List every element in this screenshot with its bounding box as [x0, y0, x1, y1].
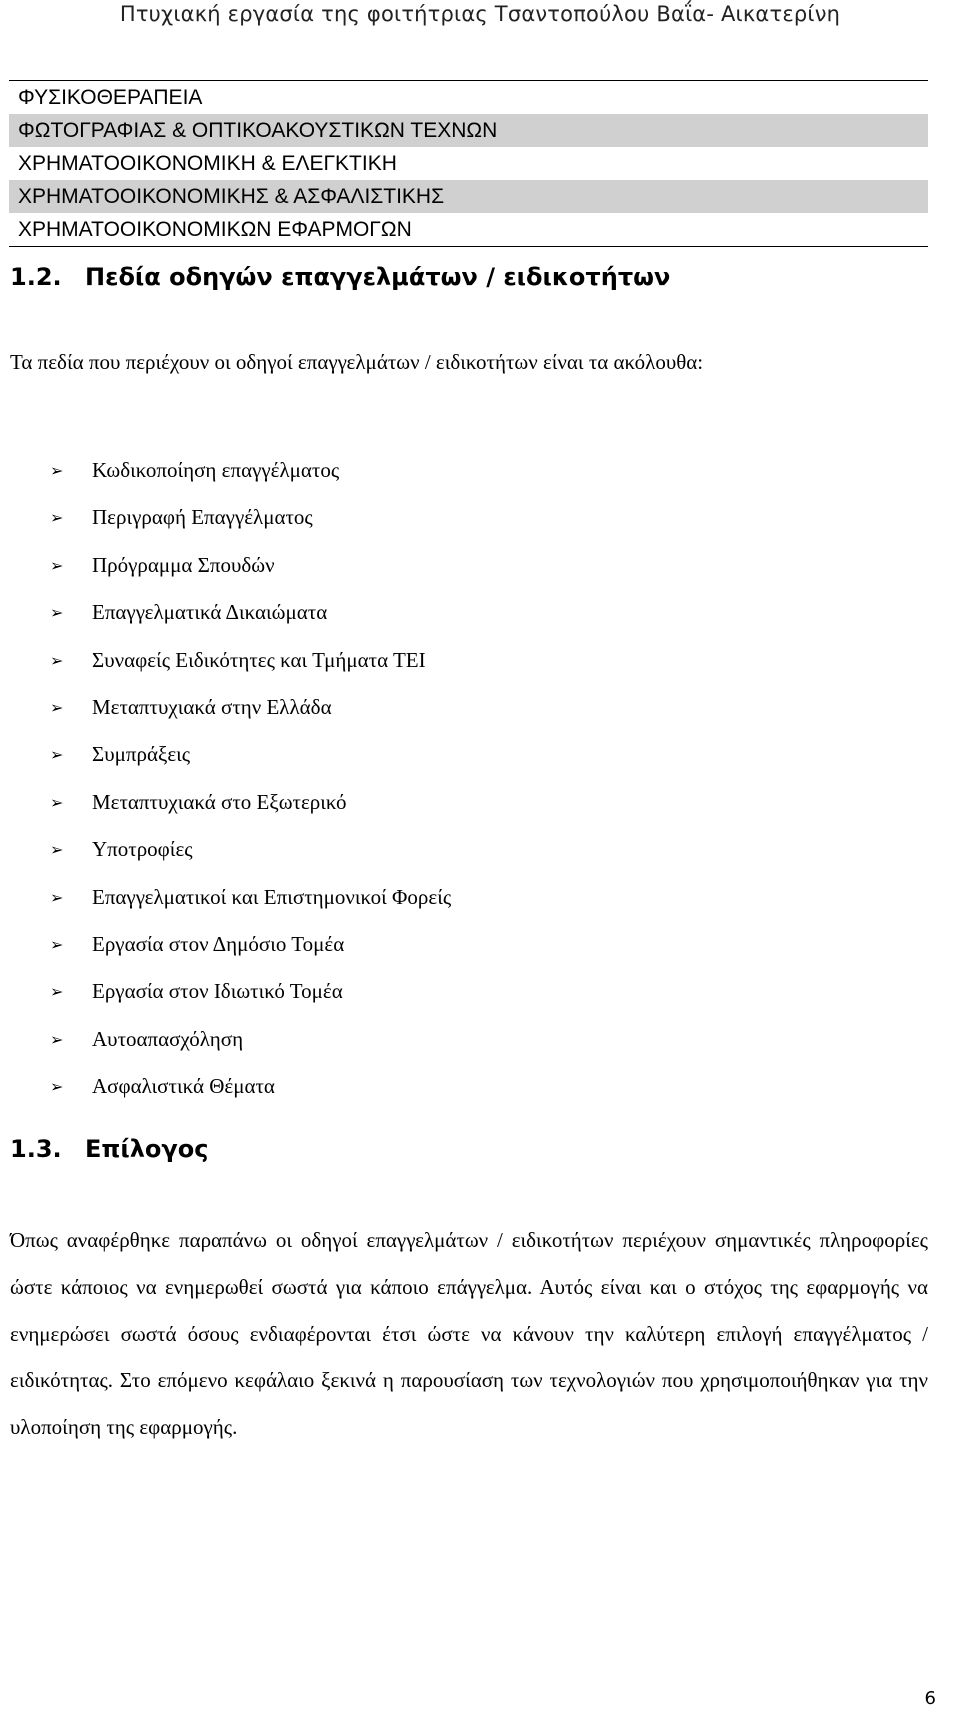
department-row: ΧΡΗΜΑΤΟΟΙΚΟΝΟΜΙΚΗΣ & ΑΣΦΑΛΙΣΤΙΚΗΣ — [9, 180, 928, 213]
list-item — [50, 589, 451, 636]
arrowhead-bullet-icon: ➢ — [50, 982, 64, 1002]
department-row: ΦΩΤΟΓΡΑΦΙΑΣ & ΟΠΤΙΚΟΑΚΟΥΣΤΙΚΩΝ ΤΕΧΝΩΝ — [9, 114, 928, 147]
arrowhead-bullet-icon: ➢ — [50, 508, 64, 528]
section-title: Πεδία οδηγών επαγγελμάτων / ειδικοτήτων — [85, 263, 671, 291]
list-item-label: Μεταπτυχιακά στο Εξωτερικό — [92, 789, 347, 814]
list-item — [50, 779, 451, 826]
page-header: Πτυχιακή εργασία της φοιτήτριας Τσαντοπούλου Βαΐα- Αικατερίνη — [119, 2, 841, 26]
arrowhead-bullet-icon: ➢ — [50, 887, 64, 907]
list-item — [50, 1063, 451, 1110]
list-item — [50, 1016, 451, 1063]
department-row: ΦΥΣΙΚΟΘΕΡΑΠΕΙΑ — [18, 86, 203, 109]
list-item-label: Εργασία στον Δημόσιο Τομέα — [92, 931, 345, 956]
arrowhead-bullet-icon: ➢ — [50, 555, 64, 575]
section-number: 1.3. — [10, 1135, 62, 1163]
arrowhead-bullet-icon: ➢ — [50, 461, 64, 480]
list-item-label: Συμπράξεις — [92, 742, 191, 767]
arrowhead-bullet-icon: ➢ — [50, 792, 64, 812]
list-item-label: Μεταπτυχιακά στην Ελλάδα — [92, 694, 332, 719]
arrowhead-bullet-icon: ➢ — [50, 1077, 64, 1097]
list-item — [50, 921, 451, 968]
list-item-label: Επαγγελματικά Δικαιώματα — [92, 600, 328, 625]
arrowhead-bullet-icon: ➢ — [50, 745, 64, 765]
list-item — [50, 826, 451, 873]
list-item — [50, 968, 451, 1015]
closing-paragraph: Όπως αναφέρθηκε παραπάνω οι οδηγοί επαγγελμάτων / ειδικοτήτων περιέχουν σημαντικές πληροφορίες ώστε κάποιος να ενημερωθεί σωστά για κάποιο επάγγελμα. Αυτός είναι και ο στόχος της εφαρμογής να ενημερώσει σωστά όσους ενδιαφέρονται έτσι ώστε να κάνουν την καλύτερη επιλογή επαγγέλματος / ειδικότητας. Στο επόμενο κεφάλαιο ξεκινά η παρουσίαση των τεχνολογιών που χρησιμοποιήθηκαν για την υλοποίηση της εφαρμογής. — [10, 1228, 928, 1440]
list-item-label: Επαγγελματικοί και Επιστημονικοί Φορείς — [92, 884, 452, 909]
page-number: 6 — [924, 1688, 936, 1709]
arrowhead-bullet-icon: ➢ — [50, 697, 64, 717]
list-item — [50, 731, 451, 778]
arrowhead-bullet-icon: ➢ — [50, 603, 64, 623]
list-item-label: Πρόγραμμα Σπουδών — [92, 552, 275, 577]
arrowhead-bullet-icon: ➢ — [50, 840, 64, 860]
intro-text: Τα πεδία που περιέχουν οι οδηγοί επαγγελμάτων / ειδικοτήτων είναι τα ακόλουθα: — [10, 350, 704, 374]
list-item-label: Κωδικοποίηση επαγγέλματος — [92, 458, 340, 482]
section-title: Επίλογος — [85, 1135, 209, 1163]
fields-list — [50, 447, 451, 1110]
section-heading-1-2 — [10, 263, 670, 291]
list-item — [50, 494, 451, 541]
list-item-label: Συναφείς Ειδικότητες και Τμήματα ΤΕΙ — [92, 647, 426, 672]
arrowhead-bullet-icon: ➢ — [50, 934, 64, 954]
department-row: ΧΡΗΜΑΤΟΟΙΚΟΝΟΜΙΚΗ & ΕΛΕΓΚΤΙΚΗ — [18, 152, 397, 175]
section-number: 1.2. — [10, 263, 62, 291]
list-item-label: Αυτοαπασχόληση — [92, 1026, 244, 1051]
list-item — [50, 637, 451, 684]
list-item-label: Υποτροφίες — [92, 837, 193, 862]
arrowhead-bullet-icon: ➢ — [50, 1029, 64, 1049]
list-item — [50, 684, 451, 731]
department-row: ΧΡΗΜΑΤΟΟΙΚΟΝΟΜΙΚΩΝ ΕΦΑΡΜΟΓΩΝ — [18, 218, 412, 241]
list-item-label: Περιγραφή Επαγγέλματος — [92, 505, 313, 530]
list-item — [50, 874, 451, 921]
section-heading-1-3 — [10, 1135, 208, 1163]
arrowhead-bullet-icon: ➢ — [50, 650, 64, 670]
list-item-label: Εργασία στον Ιδιωτικό Τομέα — [92, 979, 343, 1004]
departments-table — [9, 80, 928, 247]
list-item-label: Ασφαλιστικά Θέματα — [92, 1074, 275, 1099]
list-item — [50, 542, 451, 589]
list-item — [50, 447, 451, 494]
